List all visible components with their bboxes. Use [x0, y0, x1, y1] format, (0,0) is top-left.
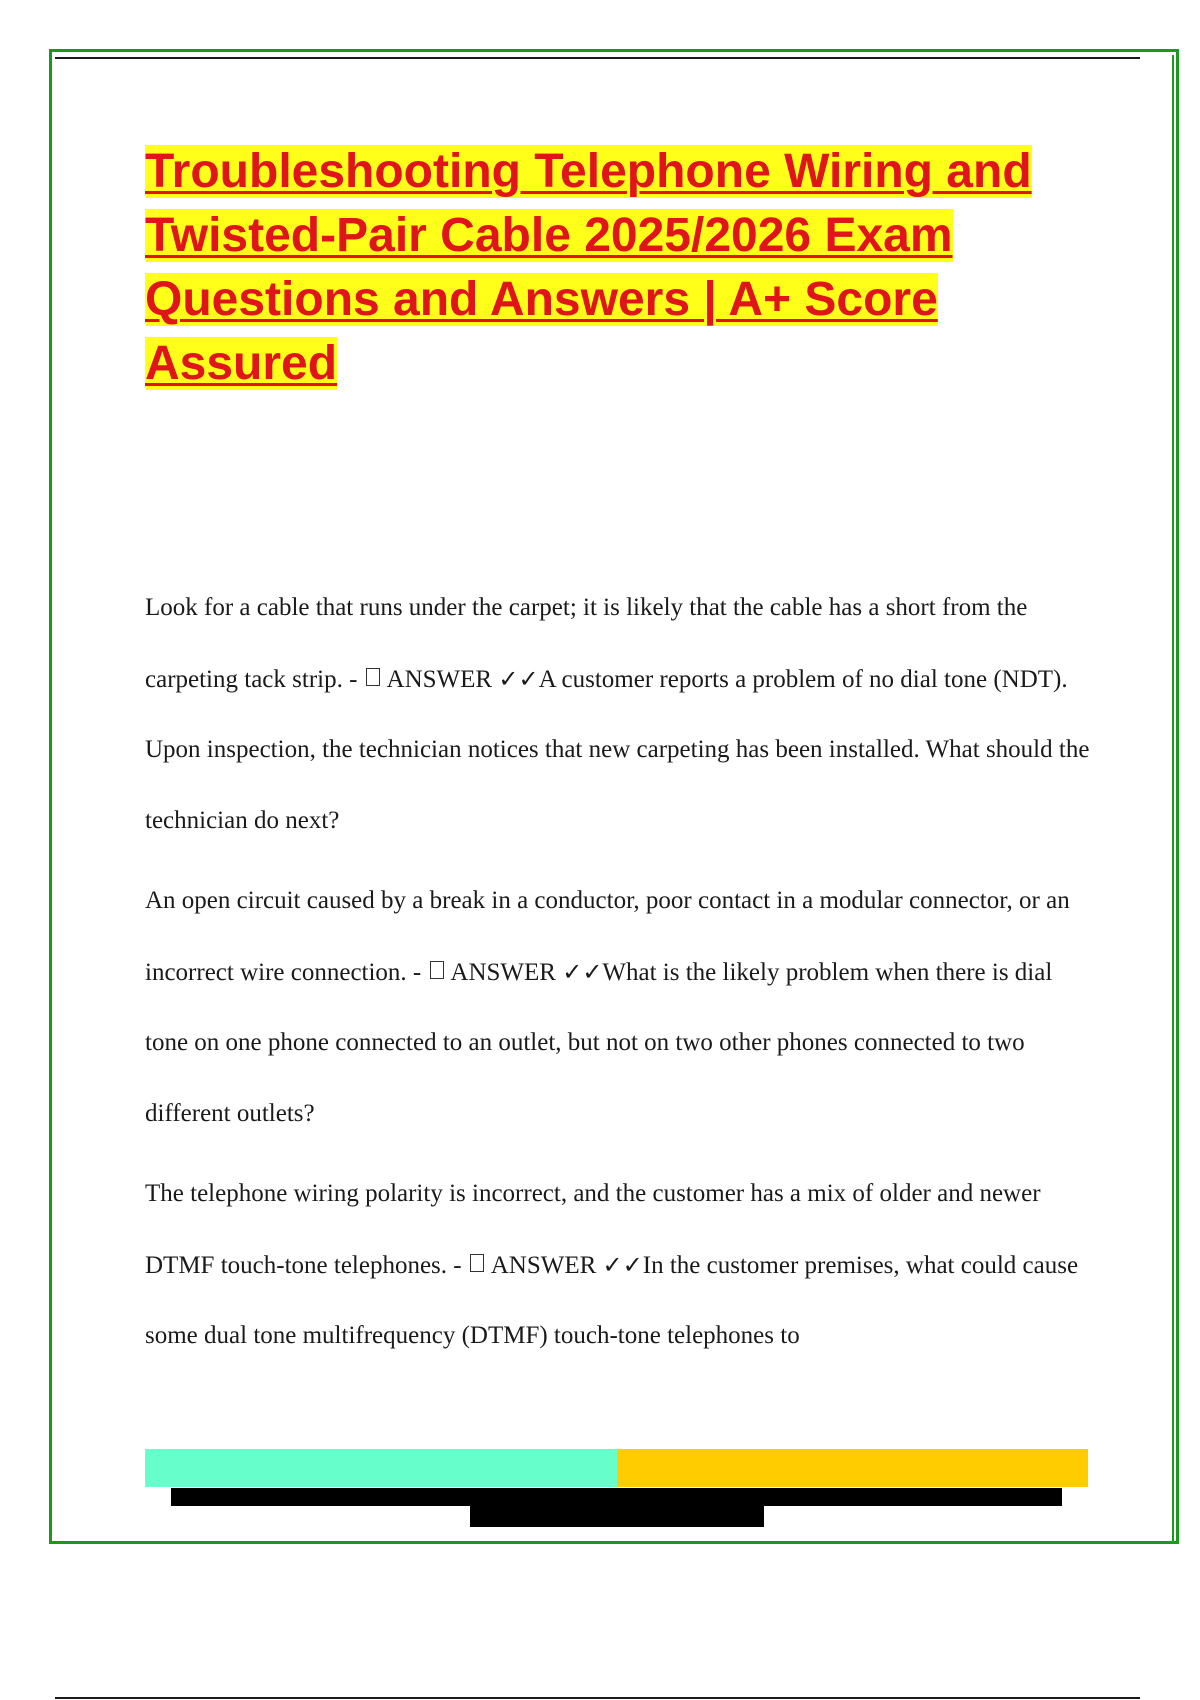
footer-bar-left [145, 1449, 617, 1487]
frame-top-rule [55, 57, 1140, 59]
title-line-2: Twisted-Pair Cable 2025/2026 Exam [145, 209, 953, 262]
title-line-1: Troubleshooting Telephone Wiring and [145, 145, 1032, 198]
double-check-icon: ✓✓ [562, 957, 603, 986]
footer-color-bar [145, 1449, 1088, 1487]
answer-label: ANSWER [485, 1251, 603, 1279]
qa-answer-text: The telephone wiring polarity is incorrect, and the customer has a mix of older and newer DTMF touch-tone telephones. - [145, 1180, 1041, 1279]
double-check-icon: ✓✓ [498, 664, 539, 693]
title-line-3: Questions and Answers | A+ Score [145, 273, 938, 326]
qa-item-3 [145, 1159, 1095, 1372]
qa-answer-text: Look for a cable that runs under the carpet; it is likely that the cable has a short from the carpeting tack strip. - [145, 594, 1028, 693]
qa-item-2 [145, 866, 1095, 1149]
missing-glyph-icon [366, 668, 380, 686]
footer-redaction-block [470, 1505, 764, 1527]
missing-glyph-icon [470, 1254, 484, 1272]
footer-redaction-bar [171, 1488, 1062, 1506]
answer-label: ANSWER [381, 665, 499, 693]
page-bottom-rule [55, 1697, 1140, 1699]
qa-question-text: What is the likely problem when there is dial tone on one phone connected to an outlet, but not on two other phones connected to two different outlets? [145, 958, 1053, 1127]
missing-glyph-icon [430, 961, 444, 979]
title-line-4: Assured [145, 337, 338, 390]
qa-answer-text: An open circuit caused by a break in a conductor, poor contact in a modular connector, or an incorrect wire connection. - [145, 887, 1070, 986]
document-title [145, 140, 1065, 396]
footer-bar-right [617, 1449, 1088, 1487]
qa-content [145, 573, 1095, 1382]
qa-item-1 [145, 573, 1095, 856]
double-check-icon: ✓✓ [602, 1250, 643, 1279]
qa-question-text: In the customer premises, what could cause some dual tone multifrequency (DTMF) touch-tone telephones to [145, 1251, 1079, 1349]
frame-right-rule [1172, 55, 1174, 1543]
answer-label: ANSWER [445, 958, 563, 986]
qa-question-text: A customer reports a problem of no dial tone (NDT). Upon inspection, the technician notices that new carpeting has been installed. What should the technician do next? [145, 665, 1090, 834]
